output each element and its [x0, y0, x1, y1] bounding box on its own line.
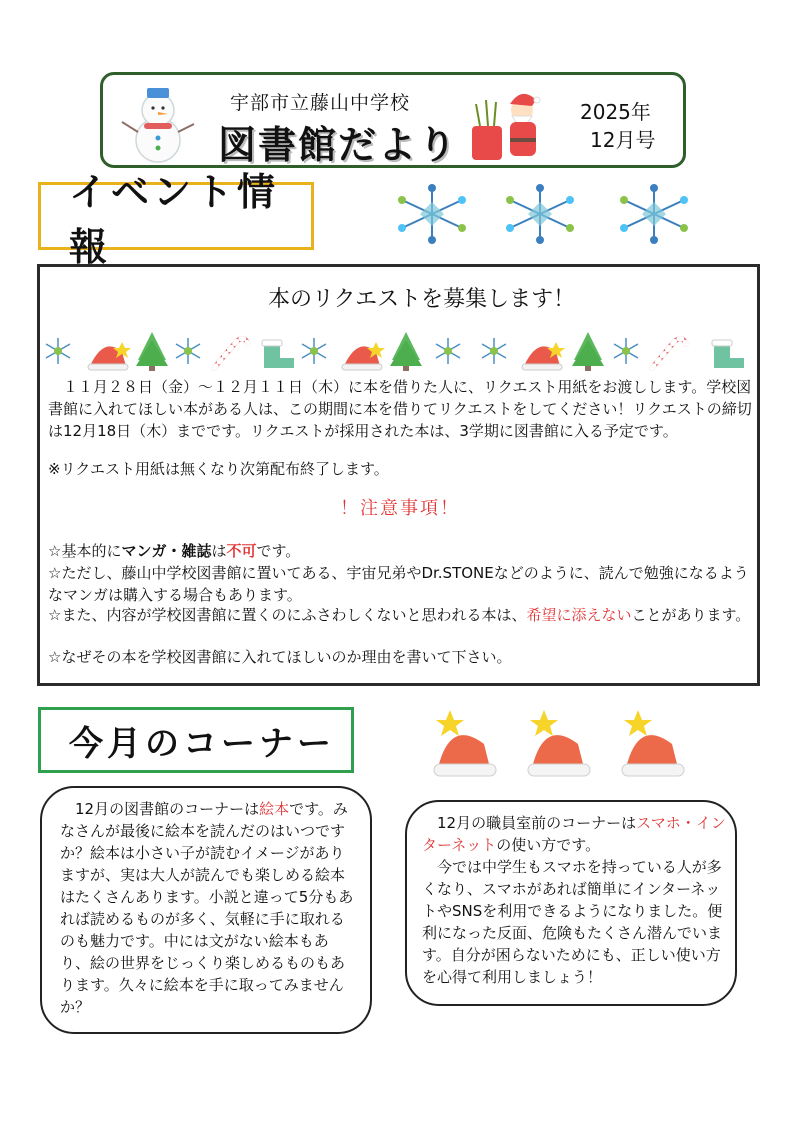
snowflake-icon	[504, 184, 576, 244]
event-title: 本のリクエストを募集します！	[268, 287, 576, 312]
corner-text: の使い方です。 今では中学生もスマホを持っている人が多くなり、スマホがあれば簡単にインターネットやSNSを利用できるようになりました。便利になった反面、危険もたくさん潜んでいます。自分が困らないためにも、正しい使い方を心得て利用しましょう！	[422, 836, 723, 986]
request-paragraph: １１月２８日（金）～１２月１１日（木）に本を借りた人に、リクエスト用紙をお渡しします。学校図書館に入れてほしい本がある人は、この期間に本を借りてリクエストをしてください！リクエストの締切は12月18日（木）までです。リクエストが採用された本は、3学期に図書館に入る予定です。	[48, 378, 752, 440]
corner-text: 12月の職員室前のコーナーは	[422, 814, 637, 832]
corner-text: です。みなさんが最後に絵本を読んだのはいつですか？絵本は小さい子が読むイメージがありますが、実は大人が読んでも楽しめる絵本はたくさんあります。小説と違って5分もあれば読めるものが多く、気軽に手に取れるのも魅力です。中には文がない絵本もあり、絵の世界をじっくり楽しめるものもあります。久々に絵本を手に取ってみませんか？	[60, 800, 354, 1016]
santa-hat-icon	[618, 704, 688, 780]
smartphone-corner-text	[422, 812, 726, 988]
snowflake-icon	[618, 184, 690, 244]
rule-3-text: ことがあります。	[631, 606, 751, 624]
santa-hat-icon	[524, 704, 594, 780]
event-section-heading: イベント情報	[38, 182, 314, 250]
rule-3	[48, 604, 754, 626]
rule-3-red: 希望に添えない	[526, 606, 632, 624]
rule-1-text: ☆基本的に	[48, 542, 122, 560]
snowman-icon	[118, 80, 198, 166]
rule-1-bold: マンガ・雑誌	[121, 542, 212, 560]
rule-1-text: です。	[256, 542, 301, 560]
rule-4: ☆なぜその本を学校図書館に入れてほしいのか理由を書いて下さい。	[48, 648, 512, 666]
rule-1-text: は	[211, 542, 227, 560]
rule-1	[48, 540, 300, 562]
rule-3-text: ☆また、内容が学校図書館に置くのにふさわしくないと思われる本は、	[48, 606, 527, 624]
santa-hat-icon	[430, 704, 500, 780]
corner-text: 12月の図書館のコーナーは	[60, 800, 260, 818]
school-name: 宇部市立藤山中学校	[230, 92, 411, 114]
newsletter-title: 図書館だより	[218, 123, 459, 167]
issue-year: 2025年	[580, 100, 651, 124]
caution-title: ！注意事項！	[340, 498, 460, 519]
christmas-border-strip	[44, 330, 756, 372]
snowflake-icon	[396, 184, 468, 244]
request-note: ※リクエスト用紙は無くなり次第配布終了します。	[48, 460, 389, 478]
rule-2: ☆ただし、藤山中学校図書館に置いてある、宇宙兄弟やDr.STONEなどのように、読んで勉強になるようなマンガは購入する場合もあります。	[48, 564, 749, 604]
corner-highlight: 絵本	[259, 800, 290, 818]
corner-section-heading: 今月のコーナー	[38, 707, 354, 773]
corner-highlight: スマホ・インターネット	[422, 814, 726, 854]
issue-month: 12月号	[590, 128, 656, 152]
rule-1-red: 不可	[226, 542, 257, 560]
picture-book-corner-text	[60, 798, 358, 1018]
santa-icon	[466, 82, 550, 166]
